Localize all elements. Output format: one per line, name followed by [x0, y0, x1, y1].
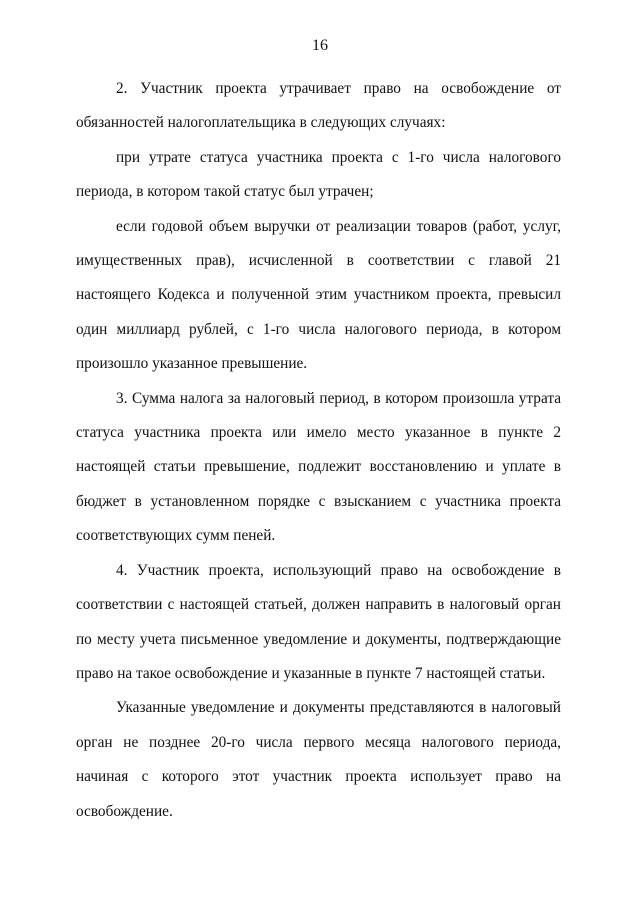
paragraph-clause-4: 4. Участник проекта, использующий право на освобождение в соответствии с настоящей статьей, должен направить в налоговый орган по месту учета письменное уведомление и документы, подтверждающие право на такое освобождение и указанные в пункте 7 настоящей статьи. — [76, 561, 561, 682]
document-body — [76, 72, 561, 829]
paragraph-notification-deadline: Указанные уведомление и документы представляются в налоговый орган не позднее 20-го числа первого месяца налогового периода, начиная с которого этот участник проекта использует право на освобождение. — [76, 699, 561, 820]
paragraph-status-loss: при утрате статуса участника проекта с 1-го числа налогового периода, в котором такой статус был утрачен; — [76, 148, 561, 201]
paragraph-clause-2: 2. Участник проекта утрачивает право на освобождение от обязанностей налогоплательщика в следующих случаях: — [76, 80, 561, 132]
page-number: 16 — [312, 37, 328, 54]
paragraph-clause-3: 3. Сумма налога за налоговый период, в котором произошла утрата статуса участника проекта или имело место указанное в пункте 2 настоящей статьи превышение, подлежит восстановлению и уплате в бюджет в установленном порядке с взысканием с участника проекта соответствующих сумм пеней. — [76, 389, 561, 545]
paragraph-revenue-limit: если годовой объем выручки от реализации товаров (работ, услуг, имущественных прав), исчисленной в соответствии с главой 21 настоящего Кодекса и полученной этим участником проекта, превысил один миллиард рублей, с 1-го числа налогового периода, в котором произошло указанное превышение. — [76, 217, 561, 373]
